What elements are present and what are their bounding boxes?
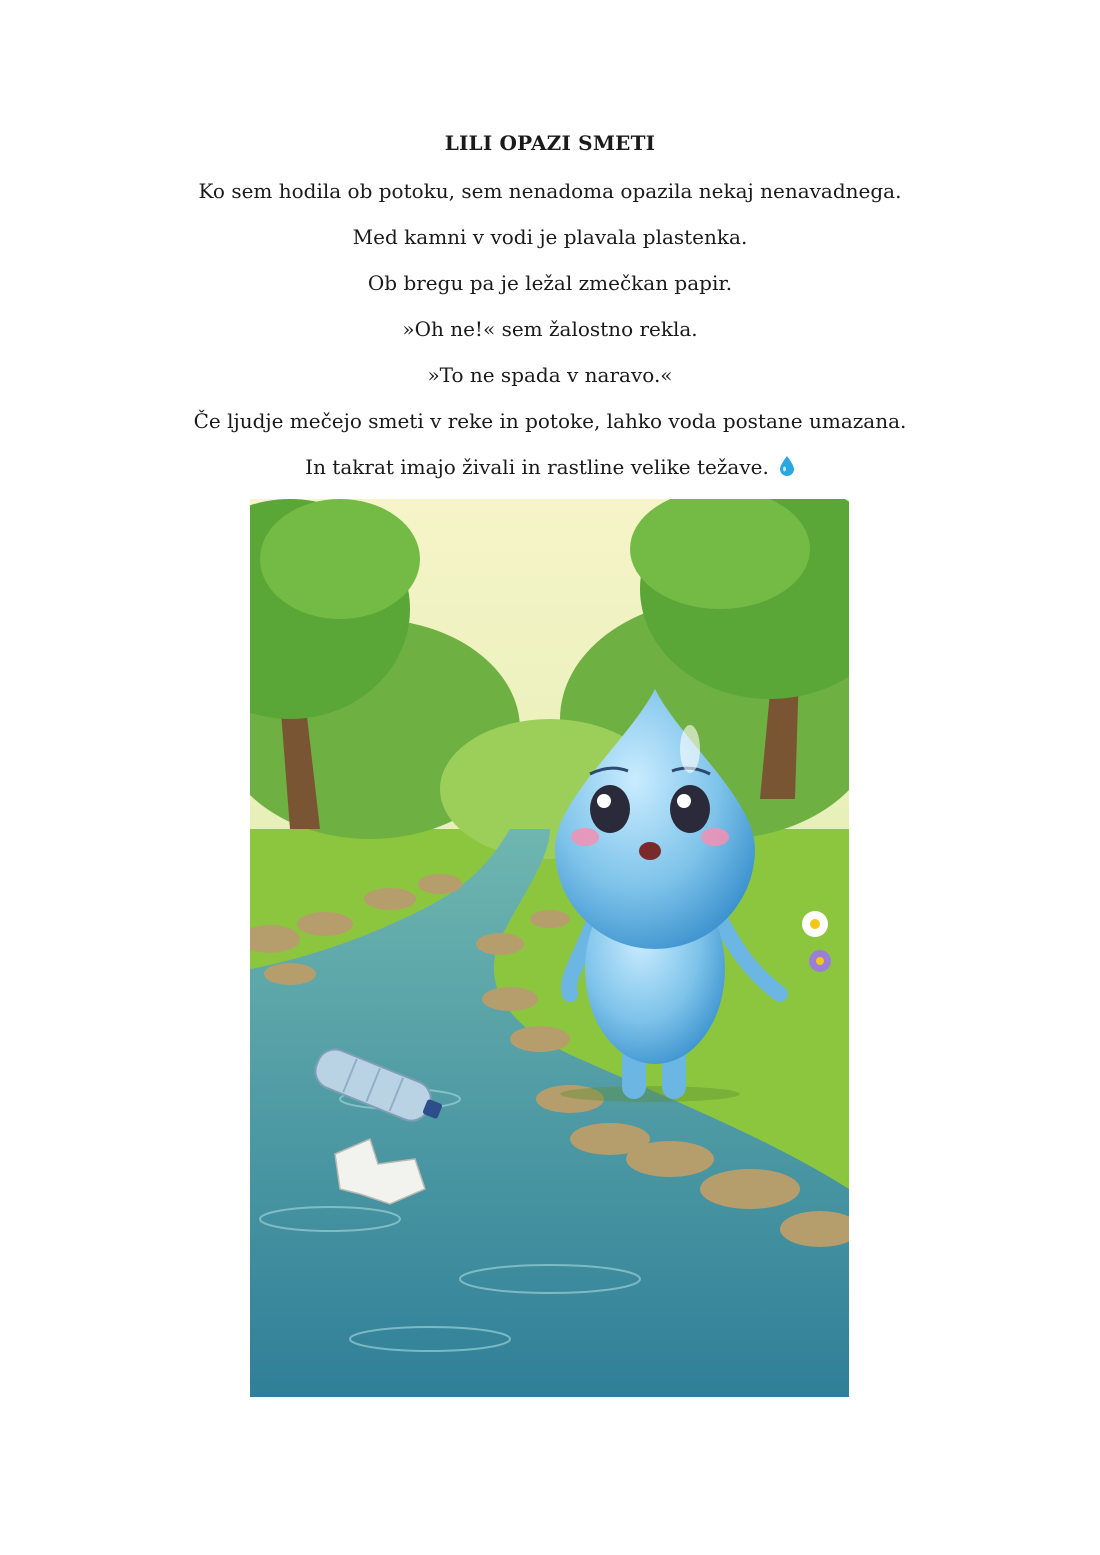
story-line: Ob bregu pa je ležal zmečkan papir. <box>367 271 733 295</box>
water-drop-icon <box>779 456 795 476</box>
story-line: »Oh ne!« sem žalostno rekla. <box>402 317 698 341</box>
story-line: Med kamni v vodi je plavala plastenka. <box>352 225 748 249</box>
story-line: In takrat imajo živali in rastline velike težave. <box>0 452 1100 498</box>
story-line: Če ljudje mečejo smeti v reke in potoke, lahko voda postane umazana. <box>193 409 907 433</box>
story-line: »To ne spada v naravo.« <box>427 363 673 387</box>
story-title: LILI OPAZI SMETI <box>444 131 656 155</box>
story-text <box>0 176 1100 498</box>
stream-illustration <box>250 499 849 1397</box>
story-line: Ko sem hodila ob potoku, sem nenadoma opazila nekaj nenavadnega. <box>198 179 902 203</box>
